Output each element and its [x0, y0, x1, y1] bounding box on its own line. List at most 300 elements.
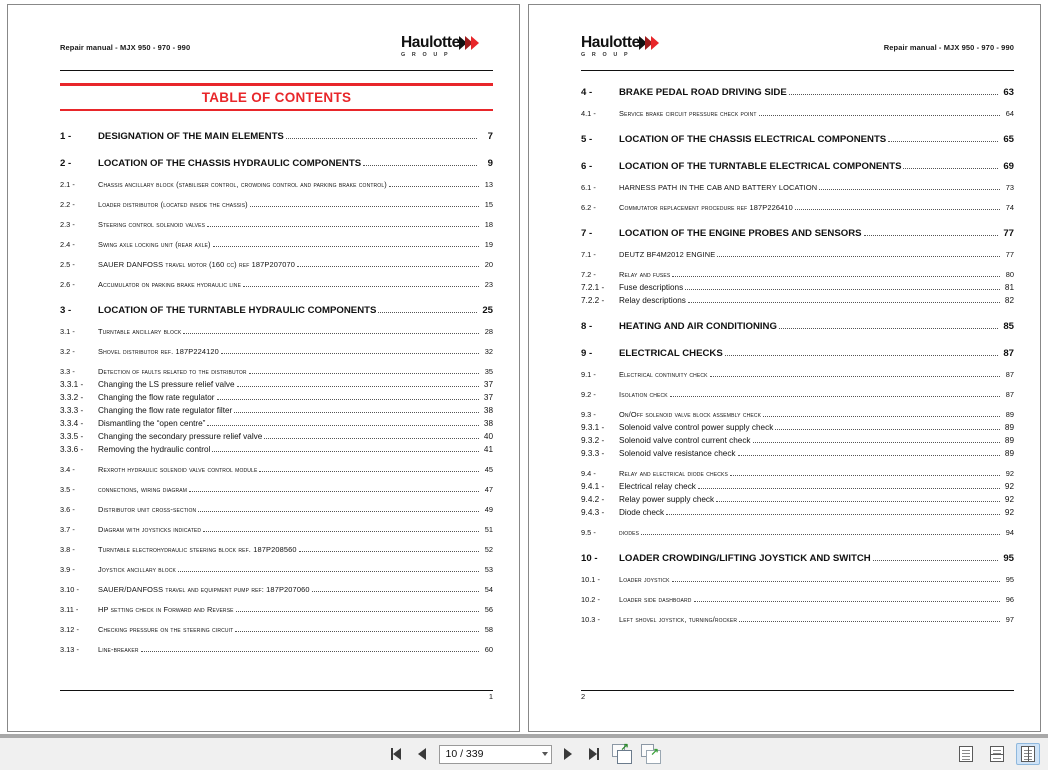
toc-entry[interactable]	[581, 410, 1014, 419]
toc-leader-dots	[698, 487, 1000, 489]
toc-leader-dots	[789, 93, 998, 95]
toc-leader-dots	[221, 352, 479, 354]
toc-entry[interactable]	[60, 505, 493, 514]
page-header	[581, 35, 1014, 69]
toc-leader-dots	[775, 428, 1000, 430]
toc-leader-dots	[779, 327, 998, 329]
toc-entry-title: Changing the flow rate regulator	[98, 393, 215, 403]
toc-entry-page: 49	[484, 505, 493, 515]
toc-entry-page: 92	[1004, 482, 1014, 491]
toc-entry-page: 94	[1005, 528, 1014, 537]
toc-entry-title: Dismantling the “open centre”	[98, 419, 206, 429]
toc-entry-page: 77	[1005, 250, 1014, 259]
toc-entry-number: 3.13 -	[60, 645, 79, 655]
toc-rule-bottom	[60, 109, 493, 112]
toc-entry-number: 3.3.3 -	[60, 406, 84, 416]
toc-entry[interactable]	[581, 228, 1014, 239]
toc-entry[interactable]	[581, 203, 1014, 212]
toc-entry-number: 3.10 -	[60, 585, 79, 595]
toc-entry[interactable]	[581, 321, 1014, 332]
toc-entry-number: 9.3.3 -	[581, 449, 605, 458]
toc-entry[interactable]	[60, 180, 493, 189]
toc-entry-number: 2.4 -	[60, 240, 75, 250]
toc-entry-number: 5 -	[581, 134, 593, 145]
toc-entry-page: 38	[483, 406, 493, 416]
toc-entry-page: 95	[1003, 553, 1014, 564]
toc-entry[interactable]	[60, 465, 493, 474]
toc-entry-title: Changing the LS pressure relief valve	[98, 380, 235, 390]
toc-entry-number: 3.2 -	[60, 347, 75, 357]
toc-entry-page: 89	[1004, 423, 1014, 432]
toc-entry-page: 51	[484, 525, 493, 535]
toc-leader-dots	[286, 137, 477, 139]
toc-entry[interactable]	[581, 134, 1014, 145]
toc-entry-page: 38	[483, 419, 493, 429]
toc-entry-number: 3.3.6 -	[60, 445, 84, 455]
toc-entry-number: 9.3.2 -	[581, 436, 605, 445]
toc-entry[interactable]	[581, 87, 1014, 98]
toc-entry[interactable]	[60, 380, 493, 389]
toc-entry-title: Electrical relay check	[619, 482, 696, 491]
toc-leader-dots	[864, 234, 998, 236]
toc-entry-number: 10.2 -	[581, 595, 600, 604]
toc-entry-title: On/Off solenoid valve block assembly check	[619, 410, 762, 419]
toc-entry-page: 18	[484, 220, 493, 230]
toc-entry-number: 2.1 -	[60, 180, 75, 190]
toc-entry[interactable]	[581, 109, 1014, 118]
toc-leader-dots	[299, 550, 479, 552]
toc-leader-dots	[234, 411, 479, 413]
toc-entry-number: 10 -	[581, 553, 598, 564]
toc-leader-dots	[213, 245, 479, 247]
toc-entry-title: Solenoid valve control current check	[619, 436, 751, 445]
toc-entry[interactable]	[581, 283, 1014, 292]
toc-entry-page: 82	[1004, 296, 1014, 305]
toc-entry-list-right	[581, 87, 1014, 624]
toc-entry[interactable]	[60, 445, 493, 454]
toc-entry-title: HP setting check in Forward and Reverse	[98, 605, 234, 615]
toc-entry-number: 3.1 -	[60, 327, 75, 337]
toc-entry[interactable]	[581, 482, 1014, 491]
toc-entry-page: 65	[1003, 134, 1014, 145]
toc-entry-page: 53	[484, 565, 493, 575]
toc-entry-page: 45	[484, 465, 493, 475]
toc-leader-dots	[903, 167, 998, 169]
toc-entry-page: 60	[484, 645, 493, 655]
toc-leader-dots	[672, 275, 1000, 277]
toc-entry-page: 73	[1005, 183, 1014, 192]
toc-entry-number: 7.1 -	[581, 250, 596, 259]
toc-entry[interactable]	[60, 260, 493, 269]
toc-leader-dots	[717, 255, 1000, 257]
toc-entry-page: 58	[484, 625, 493, 635]
toc-entry-number: 3.12 -	[60, 625, 79, 635]
toc-entry-title: Swing axle locking unit (rear axle)	[98, 240, 211, 250]
toc-entry-page: 69	[1003, 161, 1014, 172]
toc-entry[interactable]	[60, 240, 493, 249]
toc-entry-number: 6.1 -	[581, 183, 596, 192]
logo-chevron-icon	[641, 36, 659, 50]
toc-entry-title: diodes	[619, 528, 640, 537]
toc-entry-page: 64	[1005, 109, 1014, 118]
toc-entry-page: 37	[483, 380, 493, 390]
toc-entry-number: 9.3.1 -	[581, 423, 605, 432]
toc-leader-dots	[670, 395, 1000, 397]
toc-entry-number: 6 -	[581, 161, 593, 172]
logo-wordmark: Haulotte	[581, 34, 640, 51]
toc-entry-title: SAUER/DANFOSS travel and equipment pump ref: 187P207060	[98, 585, 310, 595]
page-number-value: 10 / 339	[445, 748, 484, 760]
toc-entry-number: 3.9 -	[60, 565, 75, 575]
toc-leader-dots	[694, 600, 1001, 602]
toc-entry-number: 6.2 -	[581, 203, 596, 212]
toc-entry-title: Line-breaker	[98, 645, 139, 655]
footer-page-number: 1	[488, 692, 493, 701]
toc-entry-title: Diagram with joysticks indicated	[98, 525, 202, 535]
toc-entry-number: 4.1 -	[581, 109, 596, 118]
toc-entry[interactable]	[60, 393, 493, 402]
toc-entry-title: Commutator replacement procedure ref 187P226410	[619, 203, 793, 212]
toc-entry-page: 15	[484, 200, 493, 210]
header-manual-title: Repair manual - MJX 950 - 970 - 990	[60, 43, 191, 52]
toc-entry[interactable]	[60, 406, 493, 415]
last-page-button[interactable]	[585, 744, 604, 765]
toc-entry[interactable]	[60, 585, 493, 594]
toc-leader-dots	[666, 513, 1000, 515]
toc-entry-page: 47	[484, 485, 493, 495]
toc-entry-page: 40	[483, 432, 493, 442]
toc-entry-title: Checking pressure on the steering circuit	[98, 625, 234, 635]
toc-entry-page: 87	[1003, 348, 1014, 359]
toc-entry[interactable]	[60, 200, 493, 209]
toc-entry-title: BRAKE PEDAL ROAD DRIVING SIDE	[619, 87, 787, 98]
logo-subtitle: G R O U P	[401, 52, 451, 58]
toc-entry[interactable]	[60, 347, 493, 356]
toc-entry-number: 2.5 -	[60, 260, 75, 270]
toc-entry-number: 3.4 -	[60, 465, 75, 475]
toc-leader-dots	[363, 164, 477, 166]
toc-entry-page: 32	[484, 347, 493, 357]
header-manual-title: Repair manual - MJX 950 - 970 - 990	[883, 43, 1014, 52]
toc-leader-dots	[250, 205, 479, 207]
toc-leader-dots	[189, 490, 479, 492]
toc-entry-page: 77	[1003, 228, 1014, 239]
page-header	[60, 35, 493, 69]
toc-entry[interactable]	[60, 485, 493, 494]
toc-title-block	[60, 83, 493, 111]
page-number-select[interactable]	[439, 745, 552, 764]
footer-page-number: 2	[581, 692, 586, 701]
toc-entry[interactable]	[581, 495, 1014, 504]
toc-entry-title: Accumulator on parking brake hydraulic line	[98, 280, 242, 290]
toc-entry-title: LOADER CROWDING/LIFTING JOYSTICK AND SWITCH	[619, 553, 871, 564]
toc-leader-dots	[212, 450, 479, 452]
toc-entry-page: 23	[484, 280, 493, 290]
toc-entry-title: Removing the hydraulic control	[98, 445, 211, 455]
toc-entry-page: 9	[487, 158, 493, 170]
toc-entry-page: 54	[484, 585, 493, 595]
toc-entry-page: 20	[484, 260, 493, 270]
toc-leader-dots	[819, 188, 1000, 190]
toc-leader-dots	[710, 375, 1000, 377]
toc-leader-dots	[207, 225, 479, 227]
toc-entry-number: 7 -	[581, 228, 593, 239]
logo-subtitle: G R O U P	[581, 52, 631, 58]
toc-leader-dots	[730, 474, 1000, 476]
toc-entry[interactable]	[60, 625, 493, 634]
toc-entry[interactable]	[581, 250, 1014, 259]
toc-entry-page: 41	[483, 445, 493, 455]
toc-entry-number: 2.3 -	[60, 220, 75, 230]
toc-entry-page: 19	[484, 240, 493, 250]
toc-entry-list-left	[60, 131, 493, 654]
toc-entry-page: 35	[484, 367, 493, 377]
footer-rule	[60, 690, 493, 691]
toc-entry[interactable]	[581, 449, 1014, 458]
toc-entry[interactable]	[60, 367, 493, 376]
toc-leader-dots	[141, 650, 479, 652]
toc-entry-number: 9.5 -	[581, 528, 596, 537]
toc-entry-title: LOCATION OF THE TURNTABLE HYDRAULIC COMPONENTS	[98, 305, 377, 317]
toc-entry-number: 9.4 -	[581, 469, 596, 478]
pdf-toolbar	[0, 737, 1048, 770]
toc-leader-dots	[873, 559, 998, 561]
toc-entry-page: 52	[484, 545, 493, 555]
toc-entry-page: 28	[484, 327, 493, 337]
footer-rule	[581, 690, 1014, 691]
toc-leader-dots	[203, 530, 479, 532]
toc-entry-title: DEUTZ BF4M2012 ENGINE	[619, 250, 716, 259]
toc-entry-page: 13	[484, 180, 493, 190]
toc-entry-title: Rexroth hydraulic solenoid valve control module	[98, 465, 258, 475]
toc-entry-page: 95	[1005, 575, 1014, 584]
toc-leader-dots	[739, 620, 1000, 622]
toc-entry-number: 3 -	[60, 305, 72, 317]
toc-leader-dots	[888, 140, 998, 142]
pdf-page-left[interactable]	[7, 4, 520, 732]
toc-entry-title: Loader side dashboard	[619, 595, 692, 604]
continuous-scroll-view-button[interactable]	[985, 743, 1009, 765]
single-page-view-button[interactable]	[954, 743, 978, 765]
toc-entry-page: 87	[1005, 390, 1014, 399]
toc-entry-title: DESIGNATION OF THE MAIN ELEMENTS	[98, 131, 284, 143]
toc-entry[interactable]	[60, 220, 493, 229]
chevron-down-icon[interactable]	[542, 752, 548, 756]
toc-entry-title: Chassis ancillary block (stabiliser control, crowding control and parking brake control)	[98, 180, 387, 190]
toc-entry-number: 2.6 -	[60, 280, 75, 290]
toc-entry[interactable]	[581, 508, 1014, 517]
toc-entry-number: 7.2.1 -	[581, 283, 605, 292]
toc-leader-dots	[178, 570, 479, 572]
toc-entry-title: Distributor unit cross-section	[98, 505, 197, 515]
toc-entry-title: Electrical continuity check	[619, 370, 708, 379]
toc-entry[interactable]	[60, 327, 493, 336]
toc-entry-title: Solenoid valve control power supply check	[619, 423, 774, 432]
haulotte-logo	[581, 35, 673, 63]
toc-entry-page: 80	[1005, 270, 1014, 279]
toc-entry-title: Joystick ancillary block	[98, 565, 176, 575]
toc-leader-dots	[738, 454, 1000, 456]
toc-entry-number: 7.2.2 -	[581, 296, 605, 305]
toc-entry-number: 9.4.1 -	[581, 482, 605, 491]
toc-entry-number: 10.3 -	[581, 615, 600, 624]
toc-entry[interactable]	[60, 545, 493, 554]
previous-page-button[interactable]	[413, 744, 432, 765]
logo-wordmark: Haulotte	[401, 34, 460, 51]
toc-entry-page: 97	[1005, 615, 1014, 624]
toc-entry[interactable]	[60, 605, 493, 614]
toc-leader-dots	[641, 533, 1000, 535]
toc-entry-number: 9.4.3 -	[581, 508, 605, 517]
toc-entry-page: 92	[1005, 469, 1014, 478]
toc-entry-number: 9.1 -	[581, 370, 596, 379]
toc-entry[interactable]	[581, 161, 1014, 172]
toc-entry-number: 3.7 -	[60, 525, 75, 535]
toc-leader-dots	[217, 398, 479, 400]
toc-title: TABLE OF CONTENTS	[201, 89, 352, 105]
toc-entry-page: 92	[1004, 495, 1014, 504]
toc-entry-title: Turntable electrohydraulic steering block ref. 187P208560	[98, 545, 297, 555]
toc-entry-title: Isolation check	[619, 390, 668, 399]
toc-entry-title: Relay power supply check	[619, 495, 715, 504]
next-page-button[interactable]	[559, 744, 578, 765]
toc-entry-page: 85	[1003, 321, 1014, 332]
toc-entry[interactable]	[581, 528, 1014, 537]
toc-entry-number: 3.3 -	[60, 367, 75, 377]
toc-leader-dots	[685, 288, 1000, 290]
page-footer-left	[60, 690, 493, 701]
toc-entry-page: 74	[1005, 203, 1014, 212]
toc-entry-number: 7.2 -	[581, 270, 596, 279]
toc-entry-title: LOCATION OF THE CHASSIS HYDRAULIC COMPONENTS	[98, 158, 362, 170]
toc-entry-title: LOCATION OF THE ENGINE PROBES AND SENSORS	[619, 228, 862, 239]
toc-entry[interactable]	[60, 525, 493, 534]
toc-entry[interactable]	[60, 565, 493, 574]
toc-entry[interactable]	[581, 348, 1014, 359]
toc-leader-dots	[795, 208, 1000, 210]
toc-entry-title: Solenoid valve resistance check	[619, 449, 736, 458]
toc-entry-page: 63	[1003, 87, 1014, 98]
toc-entry-title: HEATING AND AIR CONDITIONING	[619, 321, 777, 332]
toc-entry-number: 1 -	[60, 131, 72, 143]
toc-leader-dots	[312, 590, 479, 592]
toc-leader-dots	[236, 610, 479, 612]
toc-entry-title: Turntable ancillary block	[98, 327, 182, 337]
pdf-page-right[interactable]	[528, 4, 1041, 732]
toc-entry-title: Shovel distributor ref. 187P224120	[98, 347, 219, 357]
toc-leader-dots	[237, 385, 479, 387]
toc-entry-number: 3.3.5 -	[60, 432, 84, 442]
toc-entry-page: 89	[1005, 410, 1014, 419]
toc-entry-title: Detection of faults related to the distributor	[98, 367, 247, 377]
toc-leader-dots	[763, 415, 1000, 417]
toc-entry-title: Fuse descriptions	[619, 283, 684, 292]
toc-leader-dots	[716, 500, 1000, 502]
toc-entry-title: connections, wiring diagram	[98, 485, 188, 495]
toc-entry-title: Relay descriptions	[619, 296, 686, 305]
two-page-view-button[interactable]	[1016, 743, 1040, 765]
first-page-button[interactable]	[387, 744, 406, 765]
toc-entry[interactable]	[581, 183, 1014, 192]
toc-leader-dots	[259, 470, 479, 472]
toc-entry-title: LOCATION OF THE TURNTABLE ELECTRICAL COMPONENTS	[619, 161, 902, 172]
toc-entry-page: 89	[1004, 436, 1014, 445]
toc-entry-number: 9 -	[581, 348, 593, 359]
toc-leader-dots	[198, 510, 479, 512]
toc-entry-title: SAUER DANFOSS travel motor (160 cc) ref 187P207070	[98, 260, 296, 270]
toc-entry-title: HARNESS PATH IN THE CAB AND BATTERY LOCATION	[619, 183, 818, 192]
extract-pages-icon[interactable]: ↗	[611, 743, 633, 765]
toc-leader-dots	[688, 301, 1000, 303]
toc-entry-number: 9.2 -	[581, 390, 596, 399]
toc-entry[interactable]	[581, 615, 1014, 624]
toc-leader-dots	[672, 580, 1000, 582]
toc-entry-number: 3.3.4 -	[60, 419, 84, 429]
toc-entry[interactable]	[581, 595, 1014, 604]
toc-leader-dots	[297, 265, 479, 267]
toc-entry-title: LOCATION OF THE CHASSIS ELECTRICAL COMPONENTS	[619, 134, 887, 145]
toc-leader-dots	[183, 332, 479, 334]
toc-entry[interactable]	[581, 553, 1014, 564]
header-rule	[60, 70, 493, 71]
toc-entry-title: Service brake circuit pressure check point	[619, 109, 757, 118]
toc-entry[interactable]	[581, 436, 1014, 445]
toc-entry[interactable]	[60, 419, 493, 428]
toc-entry[interactable]	[581, 390, 1014, 399]
toc-entry[interactable]	[60, 645, 493, 654]
toc-entry-page: 92	[1004, 508, 1014, 517]
toc-leader-dots	[389, 185, 479, 187]
toc-entry-title: ELECTRICAL CHECKS	[619, 348, 723, 359]
toc-entry[interactable]	[581, 370, 1014, 379]
insert-pages-icon[interactable]: ↗	[640, 743, 662, 765]
toc-entry[interactable]	[60, 432, 493, 441]
toc-entry-title: Steering control solenoid valves	[98, 220, 206, 230]
toc-entry-number: 3.3.1 -	[60, 380, 84, 390]
toc-entry[interactable]	[581, 270, 1014, 279]
toc-entry-title: Changing the secondary pressure relief valve	[98, 432, 263, 442]
toc-entry-title: Diode check	[619, 508, 665, 517]
toc-entry[interactable]	[581, 469, 1014, 478]
toc-entry[interactable]	[60, 158, 493, 169]
toc-leader-dots	[753, 441, 1000, 443]
toc-entry[interactable]	[581, 296, 1014, 305]
toc-entry-page: 87	[1005, 370, 1014, 379]
toc-entry-page: 89	[1004, 449, 1014, 458]
toc-leader-dots	[378, 311, 477, 313]
toc-entry-number: 9.3 -	[581, 410, 596, 419]
toc-entry-number: 3.5 -	[60, 485, 75, 495]
toc-entry-page: 37	[483, 393, 493, 403]
toc-entry-page: 25	[482, 305, 493, 317]
logo-chevron-icon	[461, 36, 479, 50]
toc-leader-dots	[243, 285, 479, 287]
toc-entry-number: 2.2 -	[60, 200, 75, 210]
toc-entry[interactable]	[60, 305, 493, 316]
toc-entry[interactable]	[581, 575, 1014, 584]
toc-entry-number: 3.8 -	[60, 545, 75, 555]
toc-entry-number: 9.4.2 -	[581, 495, 605, 504]
toc-entry-page: 7	[487, 131, 493, 143]
toc-entry-page: 96	[1005, 595, 1014, 604]
toc-entry-title: Left shovel joystick, turning/rocker	[619, 615, 738, 624]
toc-entry-page: 56	[484, 605, 493, 615]
toc-entry-number: 3.3.2 -	[60, 393, 84, 403]
toc-entry-number: 8 -	[581, 321, 593, 332]
toc-entry[interactable]	[581, 423, 1014, 432]
toc-entry[interactable]	[60, 280, 493, 289]
toc-entry[interactable]	[60, 131, 493, 142]
